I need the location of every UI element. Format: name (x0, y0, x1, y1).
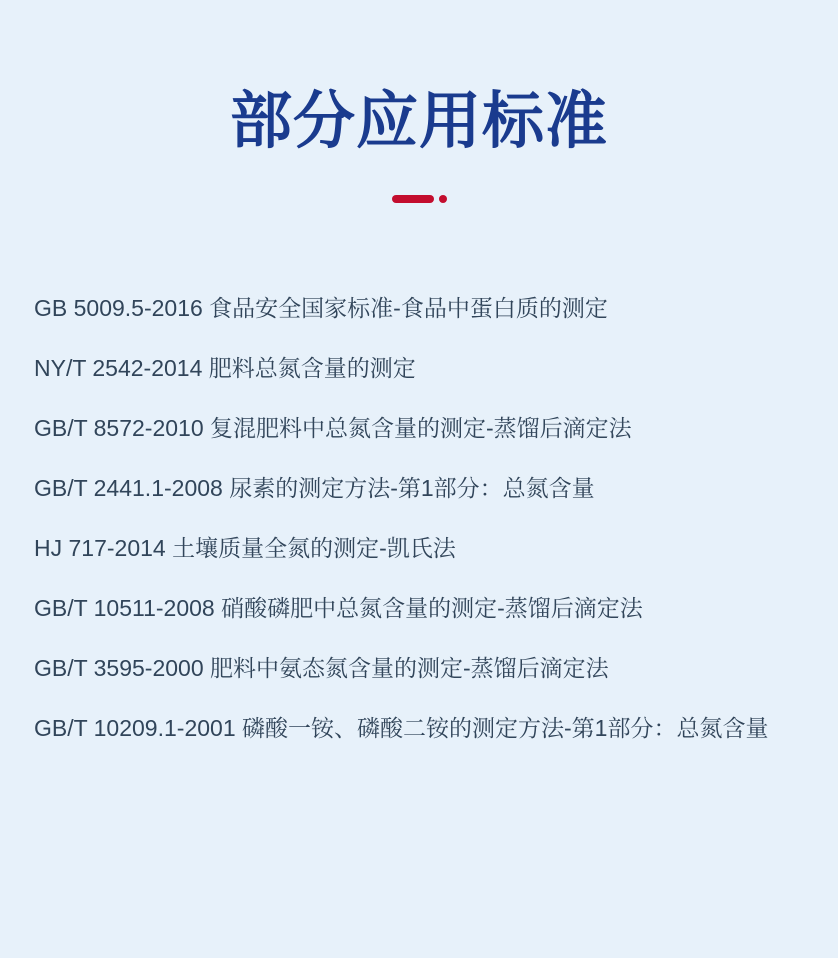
page-title: 部分应用标准 (229, 87, 608, 156)
standard-item: GB/T 10209.1-2001 磷酸一铵、磷酸二铵的测定方法-第1部分：总氮含量 (34, 714, 769, 741)
title-divider (0, 195, 838, 203)
standard-item: HJ 717-2014 土壤质量全氮的测定-凯氏法 (34, 534, 456, 561)
standard-item: GB 5009.5-2016 食品安全国家标准-食品中蛋白质的测定 (34, 294, 608, 321)
standard-item: GB/T 2441.1-2008 尿素的测定方法-第1部分：总氮含量 (34, 474, 595, 501)
divider-dot-icon (439, 195, 447, 203)
standard-item: GB/T 8572-2010 复混肥料中总氮含量的测定-蒸馏后滴定法 (34, 414, 632, 441)
standard-item: GB/T 10511-2008 硝酸磷肥中总氮含量的测定-蒸馏后滴定法 (34, 594, 643, 621)
standard-item: NY/T 2542-2014 肥料总氮含量的测定 (34, 354, 416, 381)
divider-dash-icon (392, 195, 434, 203)
standard-item: GB/T 3595-2000 肥料中氨态氮含量的测定-蒸馏后滴定法 (34, 654, 609, 681)
standards-list (0, 276, 838, 756)
